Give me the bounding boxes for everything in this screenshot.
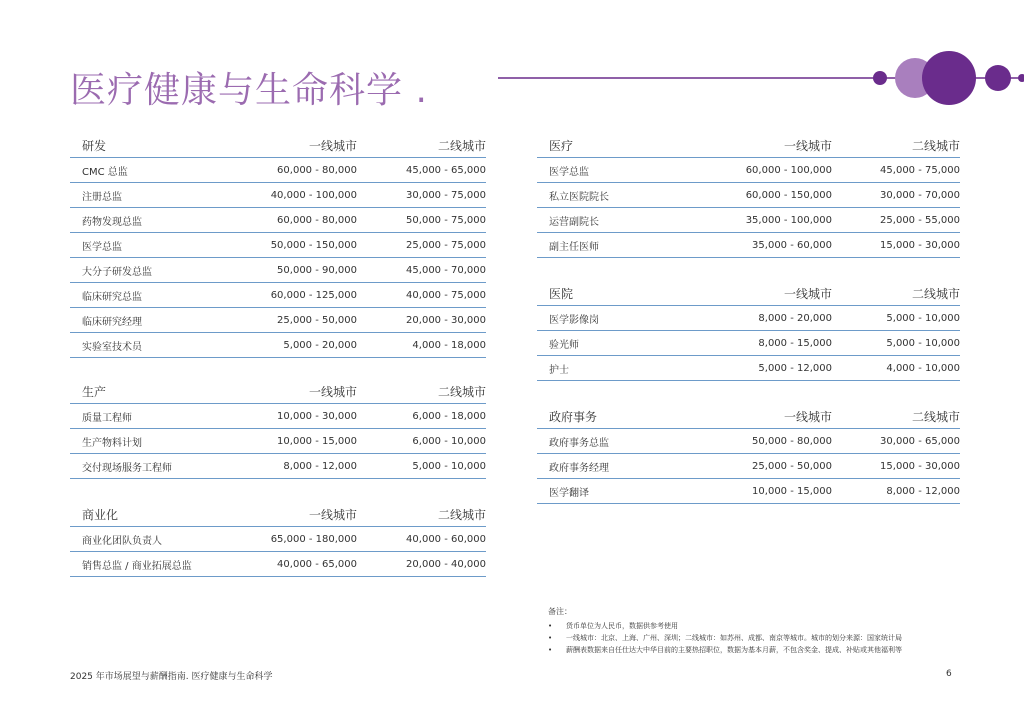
tier1-salary-cell: 60,000 - 100,000 <box>745 164 832 176</box>
tier2-salary-cell: 8,000 - 12,000 <box>886 485 960 497</box>
tier1-salary-cell: 50,000 - 150,000 <box>270 239 357 251</box>
tier2-salary-cell: 45,000 - 75,000 <box>880 164 960 176</box>
table-header <box>537 404 960 429</box>
table-row <box>70 183 486 208</box>
table-gov <box>537 404 960 504</box>
tier1-salary-cell: 60,000 - 150,000 <box>745 189 832 201</box>
table-row <box>537 331 960 356</box>
tier2-salary-cell: 5,000 - 10,000 <box>886 337 960 349</box>
job-title-cell: 药物发现总监 <box>82 216 142 228</box>
circle-large <box>922 51 976 105</box>
notes-item: • 薪酬表数据来自任仕达大中华目前的主要热招职位，数据为基本月薪，不包含奖金、提成、补贴或其他福利等 <box>548 646 902 654</box>
job-title-cell: 销售总监 / 商业拓展总监 <box>82 560 192 572</box>
table-row <box>537 208 960 233</box>
column-header: 一线城市 <box>783 409 832 424</box>
notes-item: • 货币单位为人民币，数据供参考使用 <box>548 622 678 630</box>
section-title: 商业化 <box>82 507 119 522</box>
column-header: 一线城市 <box>308 384 357 399</box>
tier2-salary-cell: 30,000 - 75,000 <box>406 189 486 201</box>
tier2-salary-cell: 40,000 - 75,000 <box>406 289 486 301</box>
page-number: 6 <box>946 669 952 679</box>
column-header: 二线城市 <box>911 138 960 153</box>
tier2-salary-cell: 4,000 - 10,000 <box>886 362 960 374</box>
circle-edge <box>1018 74 1024 82</box>
table-row <box>70 454 486 479</box>
tier1-salary-cell: 5,000 - 20,000 <box>283 339 357 351</box>
tier1-salary-cell: 40,000 - 100,000 <box>270 189 357 201</box>
section-title: 医疗 <box>549 138 574 153</box>
tier1-salary-cell: 35,000 - 100,000 <box>745 214 832 226</box>
tier1-salary-cell: 25,000 - 50,000 <box>752 460 832 472</box>
tier2-salary-cell: 4,000 - 18,000 <box>412 339 486 351</box>
table-row <box>537 454 960 479</box>
notes-item: • 一线城市：北京、上海、广州、深圳；二线城市：如苏州、成都、南京等城市。城市的划分来源：国家统计局 <box>548 634 902 642</box>
section-title: 政府事务 <box>549 409 598 424</box>
tier2-salary-cell: 5,000 - 10,000 <box>886 312 960 324</box>
tier2-salary-cell: 45,000 - 65,000 <box>406 164 486 176</box>
tier2-salary-cell: 50,000 - 75,000 <box>406 214 486 226</box>
job-title-cell: 政府事务总监 <box>549 437 609 449</box>
tier1-salary-cell: 10,000 - 15,000 <box>752 485 832 497</box>
table-hospital <box>537 281 960 381</box>
tier2-salary-cell: 15,000 - 30,000 <box>880 239 960 251</box>
table-rnd <box>70 133 486 358</box>
tier2-salary-cell: 6,000 - 18,000 <box>412 410 486 422</box>
job-title-cell: 临床研究经理 <box>82 316 142 328</box>
table-row <box>70 429 486 454</box>
job-title-cell: 验光师 <box>549 339 579 351</box>
column-header: 一线城市 <box>308 507 357 522</box>
tier2-salary-cell: 15,000 - 30,000 <box>880 460 960 472</box>
tier1-salary-cell: 50,000 - 80,000 <box>752 435 832 447</box>
tier1-salary-cell: 50,000 - 90,000 <box>277 264 357 276</box>
tier1-salary-cell: 10,000 - 15,000 <box>277 435 357 447</box>
job-title-cell: 商业化团队负责人 <box>82 535 162 547</box>
section-title: 生产 <box>82 384 107 399</box>
column-header: 二线城市 <box>437 507 486 522</box>
job-title-cell: 私立医院院长 <box>549 191 609 203</box>
job-title-cell: 临床研究总监 <box>82 291 142 303</box>
tier2-salary-cell: 40,000 - 60,000 <box>406 533 486 545</box>
tier2-salary-cell: 6,000 - 10,000 <box>412 435 486 447</box>
circle-small-left <box>873 71 887 85</box>
table-header <box>70 133 486 158</box>
table-row <box>70 404 486 429</box>
column-header: 二线城市 <box>437 384 486 399</box>
table-row <box>537 479 960 504</box>
notes <box>548 606 902 656</box>
job-title-cell: 政府事务经理 <box>549 462 609 474</box>
table-header <box>70 379 486 404</box>
job-title-cell: 注册总监 <box>82 191 122 203</box>
table-row <box>537 158 960 183</box>
section-title: 研发 <box>82 138 107 153</box>
tier2-salary-cell: 25,000 - 55,000 <box>880 214 960 226</box>
tier1-salary-cell: 60,000 - 80,000 <box>277 214 357 226</box>
tier1-salary-cell: 65,000 - 180,000 <box>270 533 357 545</box>
tier1-salary-cell: 5,000 - 12,000 <box>758 362 832 374</box>
tier2-salary-cell: 30,000 - 70,000 <box>880 189 960 201</box>
table-header <box>537 281 960 306</box>
table-row <box>537 429 960 454</box>
job-title-cell: 实验室技术员 <box>82 341 142 353</box>
tier2-salary-cell: 20,000 - 30,000 <box>406 314 486 326</box>
tier1-salary-cell: 10,000 - 30,000 <box>277 410 357 422</box>
table-row <box>70 158 486 183</box>
job-title-cell: 交付现场服务工程师 <box>82 462 172 474</box>
tier1-salary-cell: 60,000 - 125,000 <box>270 289 357 301</box>
column-header: 一线城市 <box>783 138 832 153</box>
table-row <box>70 333 486 358</box>
job-title-cell: 副主任医师 <box>549 241 599 253</box>
page-title: 医疗健康与生命科学 . <box>70 70 428 111</box>
tier1-salary-cell: 25,000 - 50,000 <box>277 314 357 326</box>
job-title-cell: 质量工程师 <box>82 412 132 424</box>
tier2-salary-cell: 5,000 - 10,000 <box>412 460 486 472</box>
tier1-salary-cell: 35,000 - 60,000 <box>752 239 832 251</box>
table-medical <box>537 133 960 258</box>
notes-title: 备注： <box>548 607 572 616</box>
job-title-cell: 医学总监 <box>549 166 589 178</box>
job-title-cell: 医学翻译 <box>549 487 589 499</box>
table-row <box>70 283 486 308</box>
tier1-salary-cell: 60,000 - 80,000 <box>277 164 357 176</box>
tier1-salary-cell: 40,000 - 65,000 <box>277 558 357 570</box>
job-title-cell: 大分子研发总监 <box>82 266 152 278</box>
table-row <box>537 356 960 381</box>
tier2-salary-cell: 45,000 - 70,000 <box>406 264 486 276</box>
job-title-cell: 护士 <box>549 364 569 376</box>
column-header: 一线城市 <box>783 286 832 301</box>
job-title-cell: 运营副院长 <box>549 216 599 228</box>
table-row <box>70 552 486 577</box>
column-header: 二线城市 <box>911 409 960 424</box>
table-row <box>537 306 960 331</box>
decorative-circles <box>0 0 1024 120</box>
table-row <box>70 233 486 258</box>
table-production <box>70 379 486 479</box>
table-row <box>537 233 960 258</box>
circle-medium <box>985 65 1011 91</box>
tier1-salary-cell: 8,000 - 15,000 <box>758 337 832 349</box>
table-row <box>70 308 486 333</box>
tier2-salary-cell: 20,000 - 40,000 <box>406 558 486 570</box>
job-title-cell: 医学总监 <box>82 241 122 253</box>
section-title: 医院 <box>549 286 574 301</box>
table-row <box>70 258 486 283</box>
job-title-cell: 生产物料计划 <box>82 437 142 449</box>
tier2-salary-cell: 25,000 - 75,000 <box>406 239 486 251</box>
tier1-salary-cell: 8,000 - 20,000 <box>758 312 832 324</box>
job-title-cell: 医学影像岗 <box>549 314 599 326</box>
column-header: 二线城市 <box>437 138 486 153</box>
table-commercial <box>70 502 486 577</box>
column-header: 一线城市 <box>308 138 357 153</box>
table-row <box>537 183 960 208</box>
tier1-salary-cell: 8,000 - 12,000 <box>283 460 357 472</box>
table-header <box>537 133 960 158</box>
table-row <box>70 208 486 233</box>
table-row <box>70 527 486 552</box>
footer-title: 2025 年市场展望与薪酬指南. 医疗健康与生命科学 <box>70 672 273 682</box>
table-header <box>70 502 486 527</box>
column-header: 二线城市 <box>911 286 960 301</box>
tier2-salary-cell: 30,000 - 65,000 <box>880 435 960 447</box>
job-title-cell: CMC 总监 <box>82 166 128 178</box>
